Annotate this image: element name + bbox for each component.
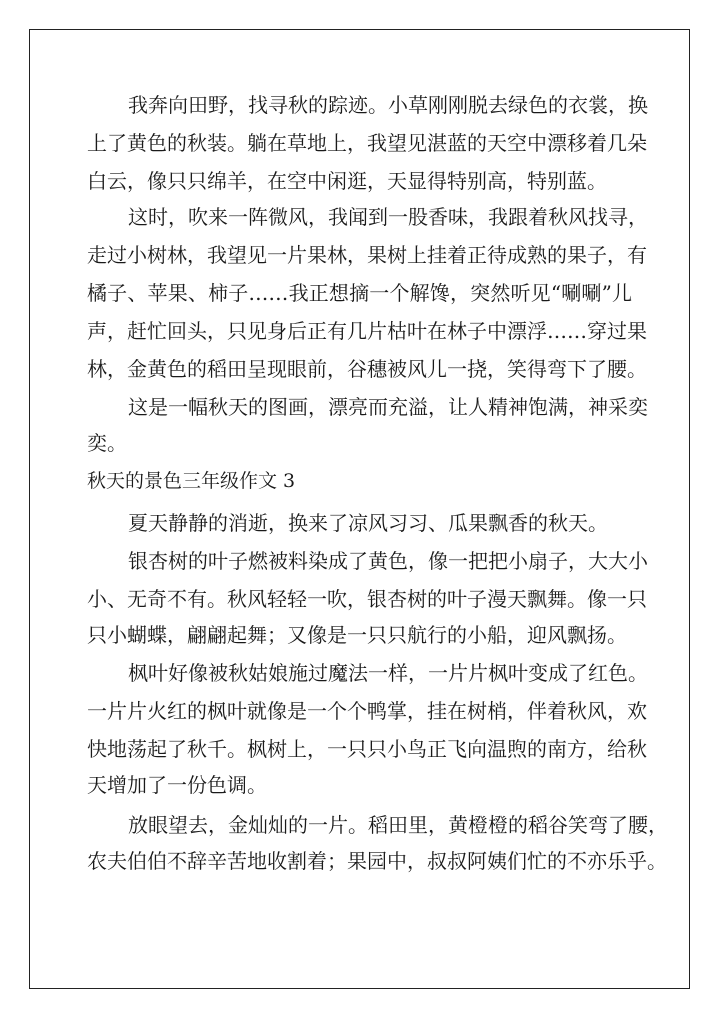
text-line: 上了黄色的秋装。躺在草地上，我望见湛蓝的天空中漂移着几朵 <box>87 131 647 155</box>
text-line: 银杏树的叶子燃被料染成了黄色，像一把把小扇子，大大小 <box>128 549 648 573</box>
text-line: 这是一幅秋天的图画，漂亮而充溢，让人精神饱满，神采奕 <box>128 395 648 419</box>
text-line: 农夫伯伯不辞辛苦地收割着；果园中，叔叔阿姨们忙的不亦乐乎。 <box>87 849 667 873</box>
text-line: 只小蝴蝶，翩翩起舞；又像是一只只航行的小船，迎风飘扬。 <box>87 623 627 647</box>
text-line: 枫叶好像被秋姑娘施过魔法一样，一片片枫叶变成了红色。 <box>128 661 648 685</box>
text-line: 奕。 <box>87 431 127 455</box>
text-line: 我奔向田野，找寻秋的踪迹。小草刚刚脱去绿色的衣裳，换 <box>128 93 648 117</box>
text-line: 一片片火红的枫叶就像是一个个鸭掌，挂在树梢，伴着秋风，欢 <box>87 699 647 723</box>
text-line: 走过小树林，我望见一片果林，果树上挂着正待成熟的果子，有 <box>87 243 647 267</box>
text-line: 小、无奇不有。秋风轻轻一吹，银杏树的叶子漫天飘舞。像一只 <box>87 587 647 611</box>
text-line: 天增加了一份色调。 <box>87 773 267 797</box>
section-heading: 秋天的景色三年级作文 3 <box>87 470 296 492</box>
text-line: 声，赶忙回头，只见身后正有几片枯叶在林子中漂浮……穿过果 <box>87 319 647 343</box>
text-line: 放眼望去，金灿灿的一片。稻田里，黄橙橙的稻谷笑弯了腰， <box>128 813 668 837</box>
text-line: 夏天静静的消逝，换来了凉风习习、瓜果飘香的秋天。 <box>128 511 608 535</box>
text-line: 快地荡起了秋千。枫树上，一只只小鸟正飞向温煦的南方，给秋 <box>87 737 647 761</box>
text-line: 林，金黄色的稻田呈现眼前，谷穗被风儿一挠，笑得弯下了腰。 <box>87 357 647 381</box>
text-line: 这时，吹来一阵微风，我闻到一股香味，我跟着秋风找寻， <box>128 205 648 229</box>
text-line: 白云，像只只绵羊，在空中闲逛，天显得特别高，特别蓝。 <box>87 169 607 193</box>
text-line: 橘子、苹果、柿子……我正想摘一个解馋，突然听见“唰唰”儿 <box>87 281 632 305</box>
